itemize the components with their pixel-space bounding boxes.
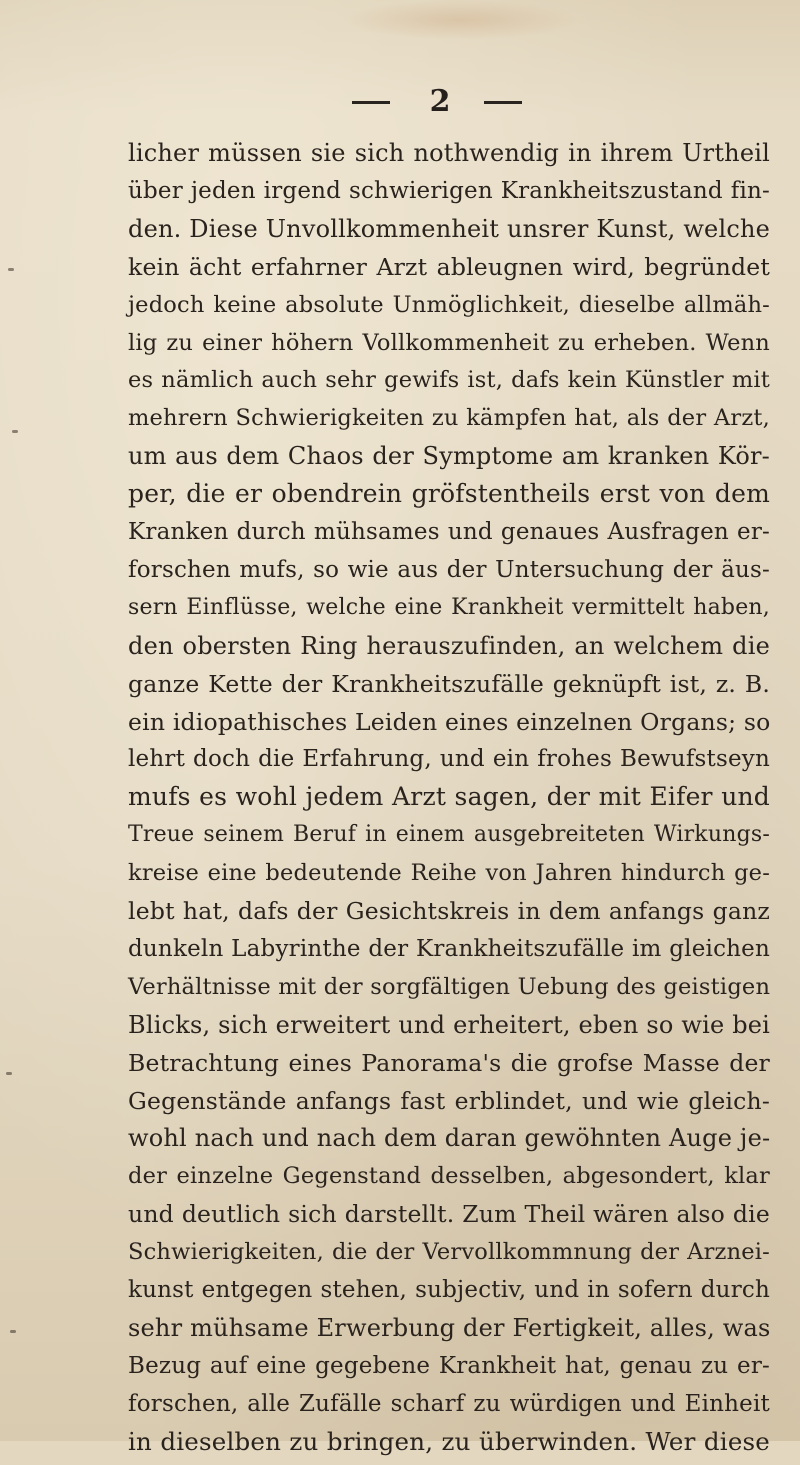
text-line: lig zu einer höhern Vollkommenheit zu erheben. Wenn <box>128 329 770 356</box>
text-line: Treue seinem Beruf in einem ausgebreiteten Wirkungs- <box>128 822 770 848</box>
header-rule-left <box>352 101 390 104</box>
page-header <box>0 84 800 120</box>
text-line: lehrt doch die Erfahrung, und ein frohes Bewufstseyn <box>128 746 770 773</box>
text-line: sern Einflüsse, welche eine Krankheit vermittelt haben, <box>128 594 770 620</box>
text-line: Gegenstände anfangs fast erblindet, und wie gleich- <box>128 1086 770 1115</box>
page-number: 2 <box>429 84 451 119</box>
text-line: licher müssen sie sich nothwendig in ihrem Urtheil <box>128 139 770 167</box>
text-line: in dieselben zu bringen, zu überwinden. Wer diese <box>128 1426 770 1456</box>
text-line: Verhältnisse mit der sorgfältigen Uebung des geistigen <box>128 973 771 1000</box>
text-line: Blicks, sich erweitert und erheitert, eben so wie bei <box>128 1010 771 1039</box>
text-line: mehrern Schwierigkeiten zu kämpfen hat, als der Arzt, <box>128 405 770 432</box>
text-line: Kranken durch mühsames und genaues Ausfragen er- <box>128 519 770 545</box>
text-line: kunst entgegen stehen, subjectiv, und in sofern durch <box>128 1277 770 1303</box>
text-line: jedoch keine absolute Unmöglichkeit, dieselbe allmäh- <box>128 291 770 318</box>
text-line: Schwierigkeiten, die der Vervollkommnung der Arznei- <box>128 1239 770 1266</box>
text-line: wohl nach und nach dem daran gewöhnten Auge je- <box>128 1124 771 1153</box>
paper-stain <box>340 0 580 40</box>
margin-speck <box>10 1330 16 1333</box>
text-line: Betrachtung eines Panorama's die grofse Masse der <box>128 1048 770 1077</box>
text-line: per, die er obendrein gröfstentheils erst von dem <box>128 479 770 509</box>
text-line: ein idiopathisches Leiden eines einzelnen Organs; so <box>128 707 771 736</box>
text-line: kein ächt erfahrner Arzt ableugnen wird, begründet <box>128 252 770 281</box>
text-line: sehr mühsame Erwerbung der Fertigkeit, alles, was <box>128 1313 771 1342</box>
text-line: den. Diese Unvollkommenheit unsrer Kunst, welche <box>128 214 771 243</box>
text-line: forschen mufs, so wie aus der Untersuchung der äus- <box>128 556 770 583</box>
text-line: dunkeln Labyrinthe der Krankheitszufälle im gleichen <box>128 935 770 962</box>
text-line: Bezug auf eine gegebene Krankheit hat, genau zu er- <box>128 1352 770 1379</box>
margin-speck <box>8 268 14 271</box>
text-line: mufs es wohl jedem Arzt sagen, der mit Eifer und <box>128 782 770 812</box>
text-line: und deutlich sich darstellt. Zum Theil wären also die <box>128 1200 770 1229</box>
text-line: den obersten Ring herauszufinden, an welchem die <box>128 631 770 660</box>
text-line: forschen, alle Zufälle scharf zu würdigen und Einheit <box>128 1390 770 1417</box>
text-line: lebt hat, dafs der Gesichtskreis in dem anfangs ganz <box>128 897 770 925</box>
text-line: um aus dem Chaos der Symptome am kranken Kör- <box>128 442 770 471</box>
text-line: ganze Kette der Krankheitszufälle geknüpft ist, z. B. <box>128 669 770 698</box>
margin-speck <box>12 430 18 433</box>
margin-speck <box>6 1072 12 1075</box>
text-line: es nämlich auch sehr gewifs ist, dafs kein Künstler mit <box>128 367 770 394</box>
text-line: der einzelne Gegenstand desselben, abgesondert, klar <box>128 1163 770 1190</box>
header-rule-right <box>484 101 522 104</box>
text-line: über jeden irgend schwierigen Krankheitszustand fin- <box>128 177 770 204</box>
text-line: kreise eine bedeutende Reihe von Jahren hindurch ge- <box>128 860 770 887</box>
